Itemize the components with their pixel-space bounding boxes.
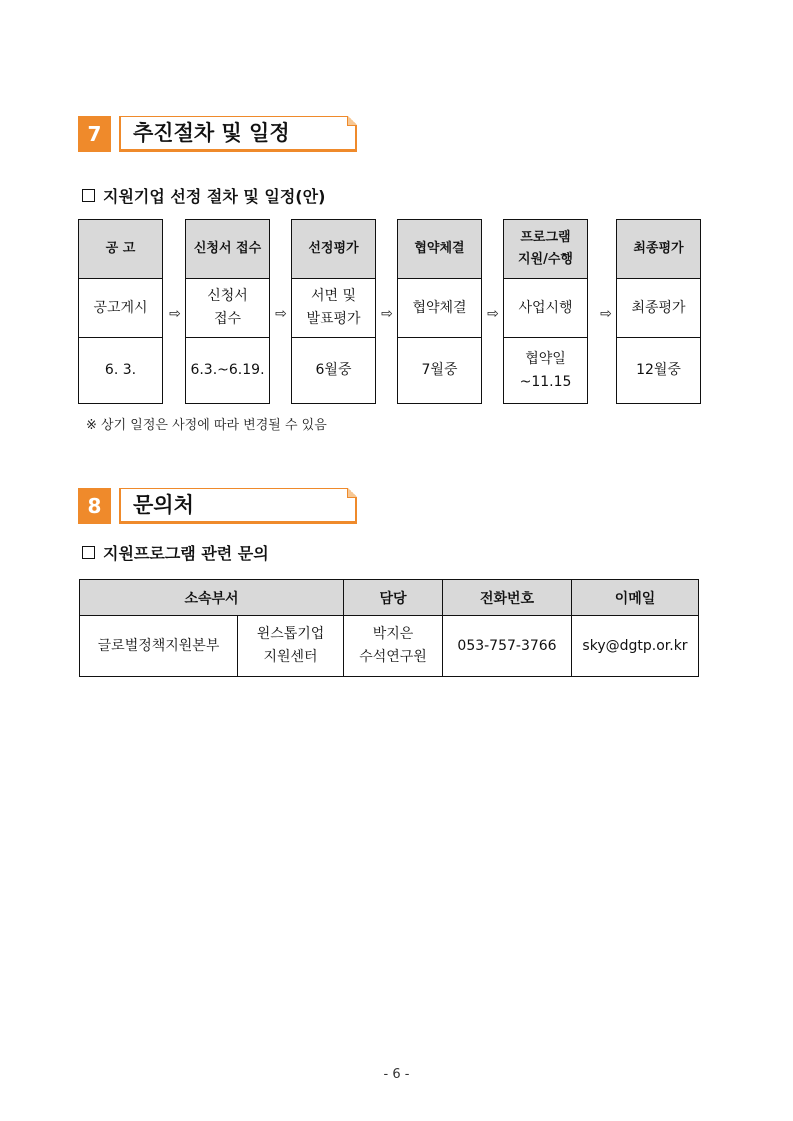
flow-step: [291, 219, 376, 404]
flow-step-task: 협약체결: [398, 279, 481, 338]
flow-step: [185, 219, 270, 404]
contact-phone: 053-757-3766: [443, 616, 572, 677]
flow-step-date: 6월중: [315, 362, 352, 378]
table-header-row: [80, 580, 699, 616]
flow-step-header: 신청서 접수: [186, 220, 269, 279]
dept-division: 글로벌정책지원본부: [80, 616, 238, 677]
procedure-flow: [78, 219, 701, 404]
contact-email: sky@dgtp.or.kr: [572, 616, 699, 677]
schedule-note: ※ 상기 일정은 사정에 따라 변경될 수 있음: [86, 418, 327, 433]
dept-center: 윈스톱기업 지원센터: [238, 616, 344, 677]
section-title: 추진절차 및 일정: [133, 121, 290, 145]
checkbox-square-icon: [82, 546, 95, 559]
flow-step-task: 사업시행: [504, 279, 587, 338]
flow-step-date: 6. 3.: [104, 362, 137, 378]
right-arrow-icon: ⇨: [275, 306, 287, 322]
section-number: 8: [78, 488, 111, 524]
right-arrow-icon: ⇨: [487, 306, 499, 322]
right-arrow-icon: ⇨: [169, 306, 181, 322]
flow-step-date: 협약일 ~11.15: [519, 350, 572, 390]
subsection-title: 지원기업 선정 절차 및 일정(안): [103, 187, 326, 206]
table-row: [80, 616, 699, 677]
flow-step-header: 공 고: [79, 220, 162, 279]
flow-step: [503, 219, 588, 404]
flow-step-header: 협약체결: [398, 220, 481, 279]
page-fold-icon: [347, 116, 357, 126]
column-header-phone: 전화번호: [443, 580, 572, 616]
right-arrow-icon: ⇨: [600, 306, 612, 322]
contact-person: 박지은 수석연구원: [344, 616, 443, 677]
section-title-box: [119, 488, 357, 524]
subsection-heading: [82, 541, 269, 564]
contact-table: [79, 579, 699, 677]
flow-step-header: 프로그램 지원/수행: [504, 220, 587, 279]
flow-step: [78, 219, 163, 404]
flow-step-header: 선정평가: [292, 220, 375, 279]
flow-step-task: 신청서 접수: [186, 279, 269, 338]
flow-step-date: 12월중: [636, 362, 681, 378]
checkbox-square-icon: [82, 189, 95, 202]
flow-step-task: 공고게시: [79, 279, 162, 338]
flow-step-task: 최종평가: [617, 279, 700, 338]
column-header-email: 이메일: [572, 580, 699, 616]
flow-step: [397, 219, 482, 404]
flow-step: [616, 219, 701, 404]
subsection-title: 지원프로그램 관련 문의: [103, 544, 269, 563]
section-number: 7: [78, 116, 111, 152]
section-title: 문의처: [133, 493, 194, 517]
subsection-heading: [82, 184, 325, 207]
column-header-dept: 소속부서: [80, 580, 344, 616]
flow-step-header: 최종평가: [617, 220, 700, 279]
flow-step-task: 서면 및 발표평가: [292, 279, 375, 338]
page-fold-icon: [347, 488, 357, 498]
section-title-box: [119, 116, 357, 152]
flow-step-date: 7월중: [421, 362, 458, 378]
right-arrow-icon: ⇨: [381, 306, 393, 322]
flow-step-date: 6.3.~6.19.: [190, 362, 265, 378]
column-header-person: 담당: [344, 580, 443, 616]
page-number: - 6 -: [383, 1067, 410, 1082]
